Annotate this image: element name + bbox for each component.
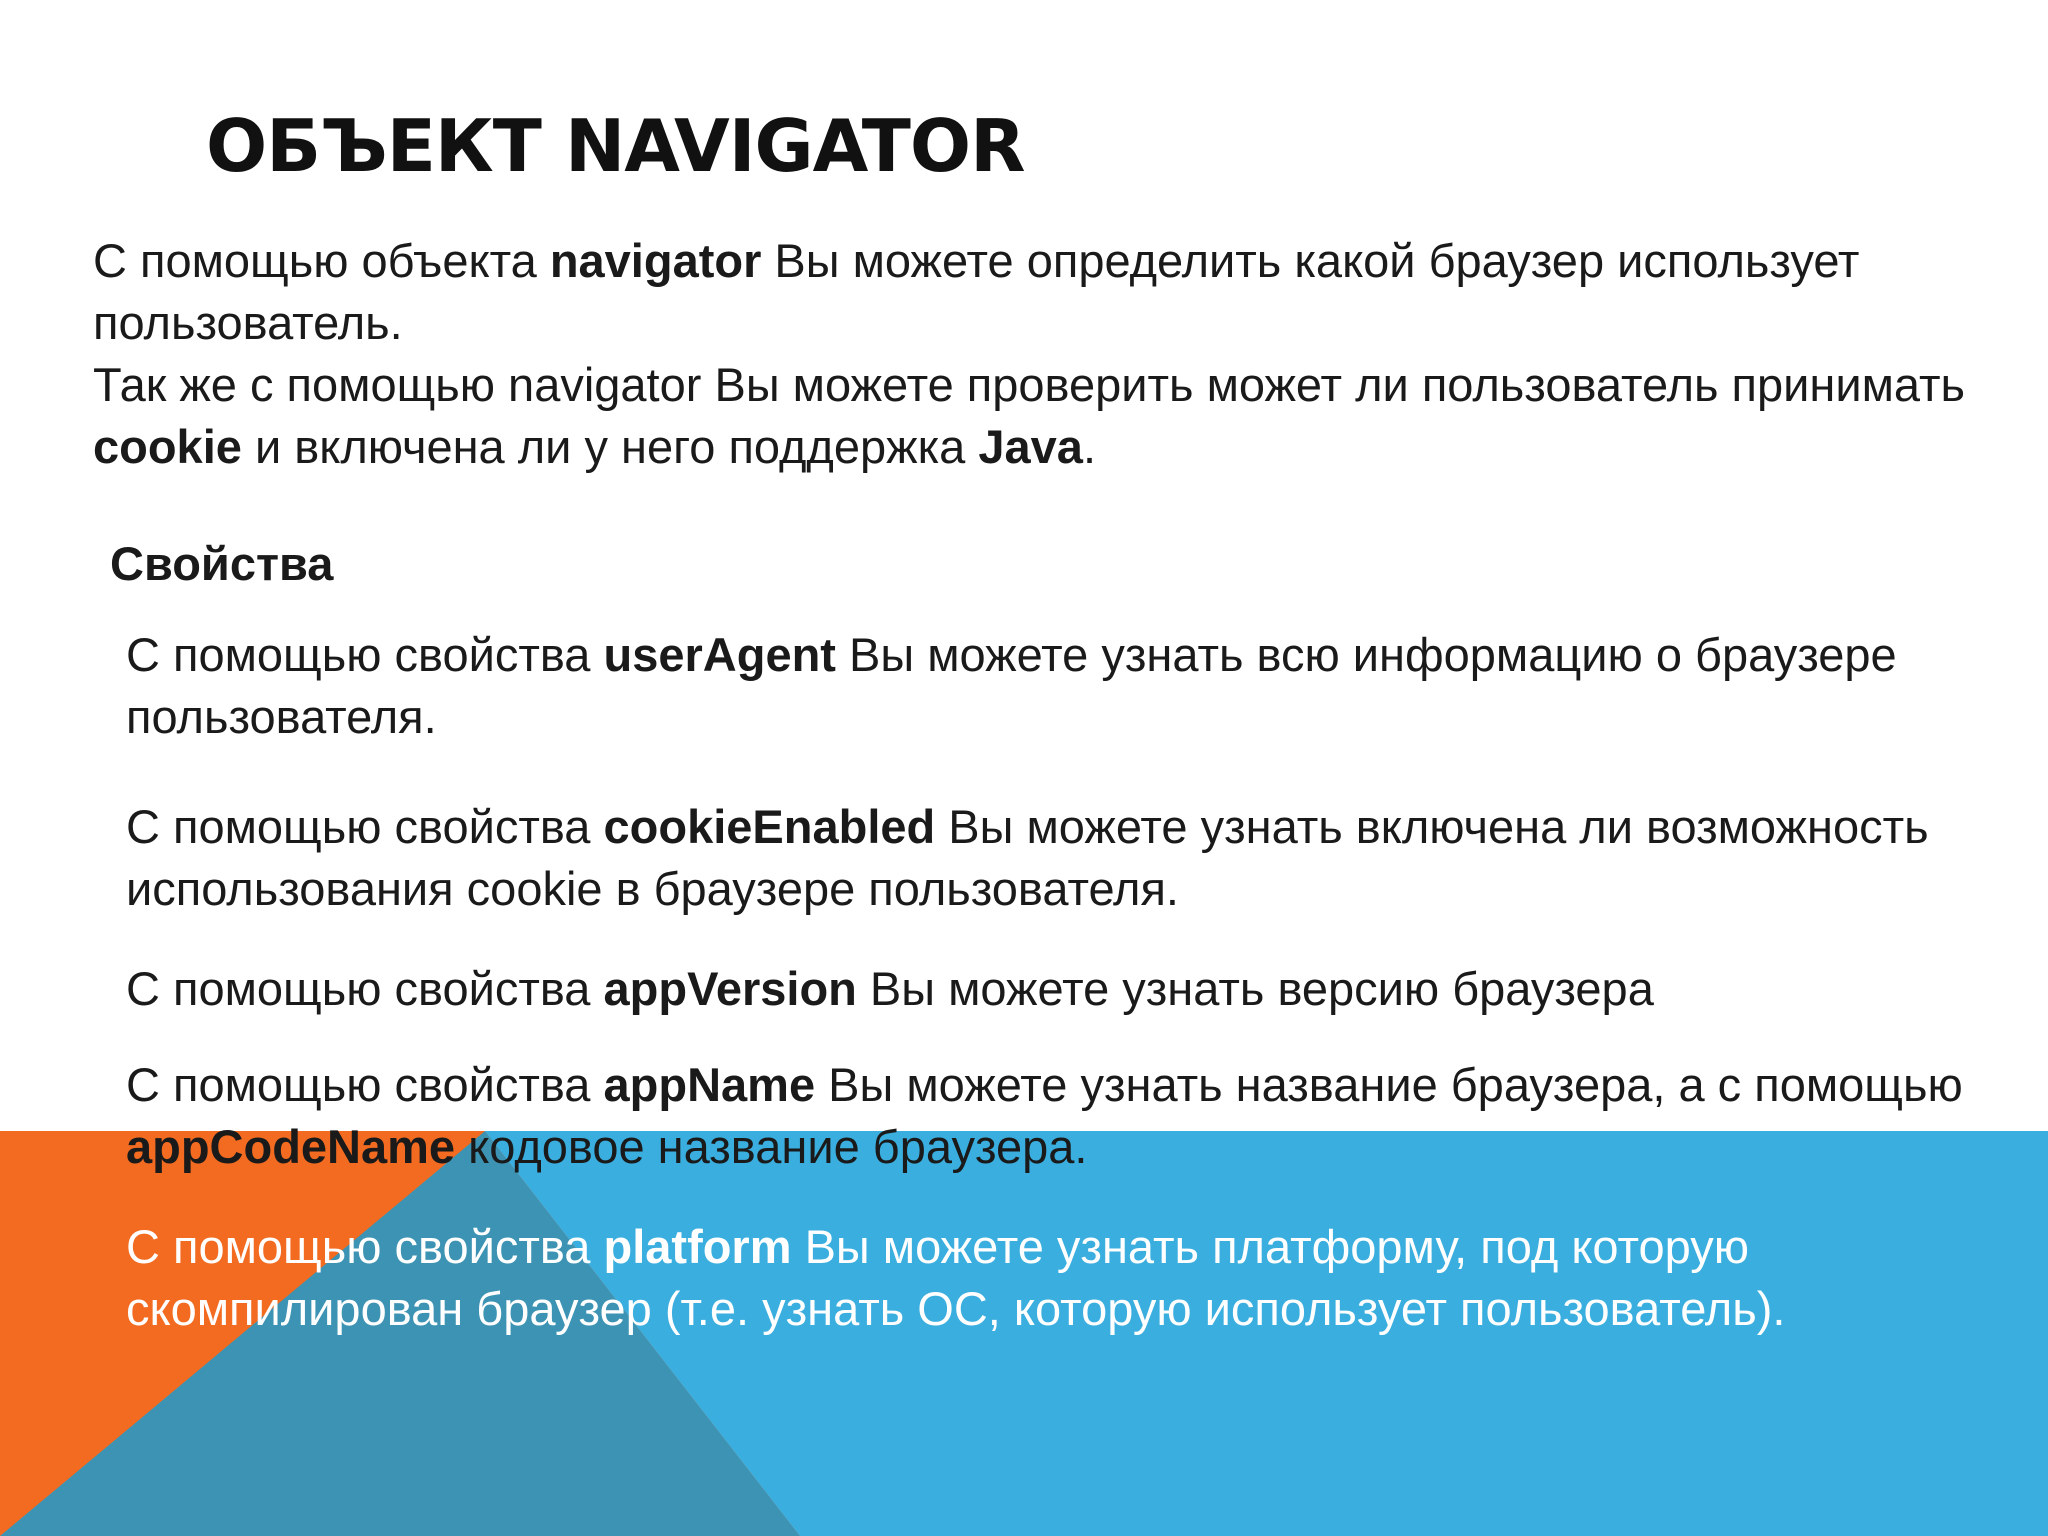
property-appname: С помощью свойства appName Вы можете узнать название браузера, а с помощью appCodeName кодовое название браузера. bbox=[126, 1058, 1963, 1173]
intro-text bbox=[93, 230, 1993, 478]
section-heading-properties: Свойства bbox=[110, 537, 334, 590]
property-cookieenabled: С помощью свойства cookieEnabled Вы можете узнать включена ли возможность использования cookie в браузере пользователя. bbox=[126, 800, 1929, 915]
property-useragent: С помощью свойства userAgent Вы можете узнать всю информацию о браузере пользователя. bbox=[126, 628, 1897, 743]
intro-paragraph-2: Так же с помощью navigator Вы можете проверить может ли пользователь принимать cookie и включена ли у него поддержка Java. bbox=[93, 358, 1966, 473]
property-platform: С помощью свойства platform Вы можете узнать платформу, под которую скомпилирован браузер (т.е. узнать ОС, которую использует пользователь). bbox=[126, 1220, 1786, 1335]
slide-title: ОБЪЕКТ NAVIGATOR bbox=[206, 104, 1025, 188]
property-appversion: С помощью свойства appVersion Вы можете узнать версию браузера bbox=[126, 962, 1654, 1015]
intro-paragraph-1: С помощью объекта navigator Вы можете определить какой браузер использует пользователь. bbox=[93, 234, 1860, 349]
